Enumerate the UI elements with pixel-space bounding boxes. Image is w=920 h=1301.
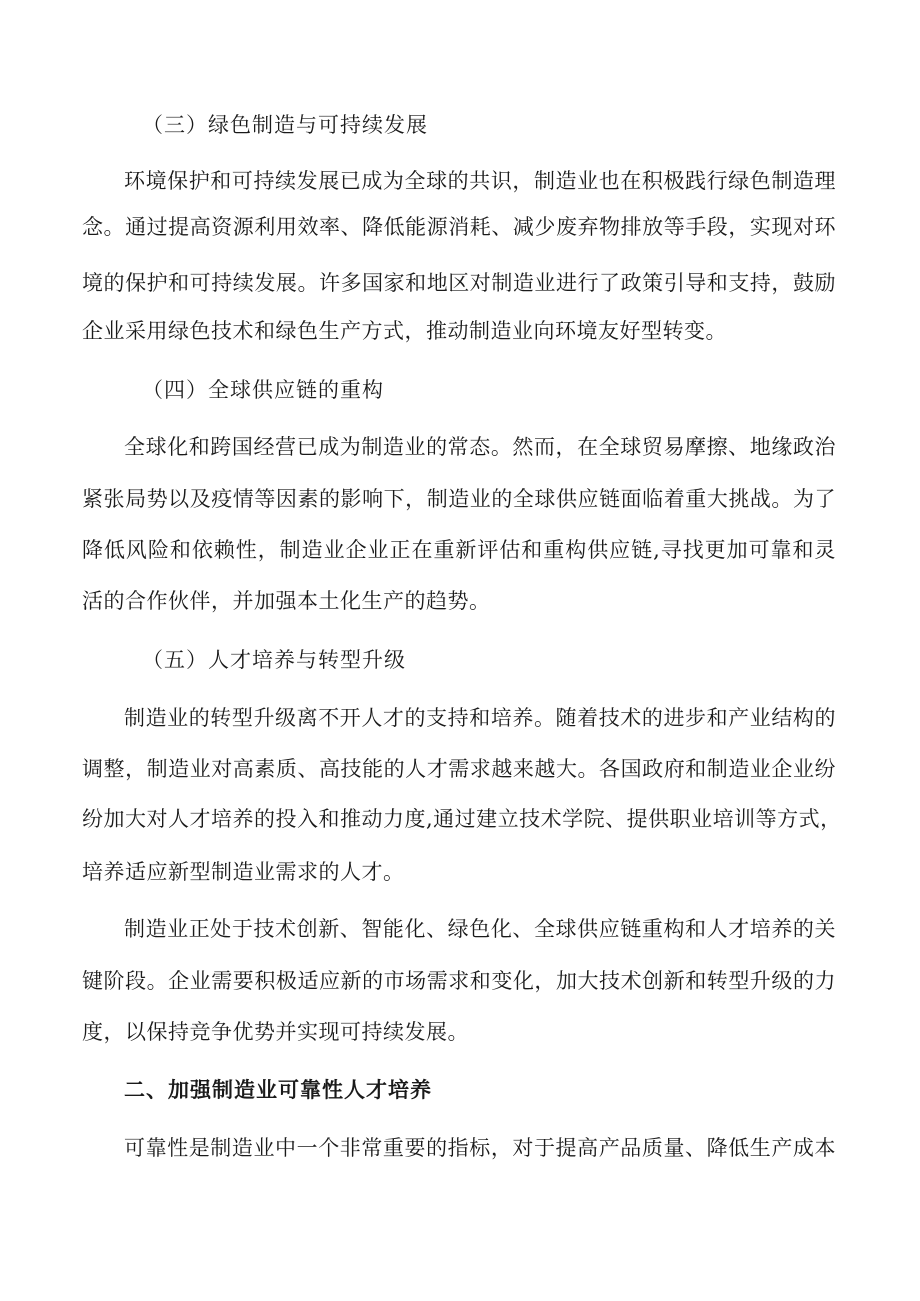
paragraph-line: 企业采用绿色技术和绿色生产方式，推动制造业向环境友好型转变。 — [82, 319, 727, 343]
paragraph-line: 环境保护和可持续发展已成为全球的共识，制造业也在积极践行绿色制造理 — [124, 169, 836, 193]
chapter-heading: 二、加强制造业可靠性人才培养 — [124, 1078, 432, 1102]
paragraph-line: 调整，制造业对高素质、高技能的人才需求越来越大。各国政府和制造业企业纷 — [82, 757, 836, 781]
paragraph-line: 培养适应新型制造业需求的人才。 — [82, 860, 405, 884]
paragraph-line: 可靠性是制造业中一个非常重要的指标，对于提高产品质量、降低生产成本 — [124, 1136, 836, 1160]
paragraph-line: 制造业的转型升级离不开人才的支持和培养。随着技术的进步和产业结构的 — [124, 706, 836, 730]
paragraph-line: 活的合作伙伴，并加强本土化生产的趋势。 — [82, 589, 491, 613]
section-heading-supply-chain: （四）全球供应链的重构 — [142, 378, 384, 402]
paragraph-line: 制造业正处于技术创新、智能化、绿色化、全球供应链重构和人才培养的关 — [124, 917, 836, 941]
section-heading-talent: （五）人才培养与转型升级 — [142, 648, 406, 672]
paragraph-line: 降低风险和依赖性，制造业企业正在重新评估和重构供应链,寻找更加可靠和灵 — [82, 538, 836, 562]
paragraph-line: 紧张局势以及疫情等因素的影响下，制造业的全球供应链面临着重大挑战。为了 — [82, 487, 836, 511]
paragraph-line: 境的保护和可持续发展。许多国家和地区对制造业进行了政策引导和支持，鼓励 — [82, 271, 836, 295]
paragraph-line: 键阶段。企业需要积极适应新的市场需求和变化，加大技术创新和转型升级的力 — [82, 969, 836, 993]
paragraph-line: 全球化和跨国经营已成为制造业的常态。然而，在全球贸易摩擦、地缘政治 — [124, 435, 836, 459]
section-heading-green-manufacturing: （三）绿色制造与可持续发展 — [142, 113, 428, 137]
paragraph-line: 纷加大对人才培养的投入和推动力度,通过建立技术学院、提供职业培训等方式， — [82, 807, 842, 831]
paragraph-line: 度，以保持竞争优势并实现可持续发展。 — [82, 1020, 469, 1044]
paragraph-line: 念。通过提高资源利用效率、降低能源消耗、减少废弃物排放等手段，实现对环 — [82, 215, 836, 239]
